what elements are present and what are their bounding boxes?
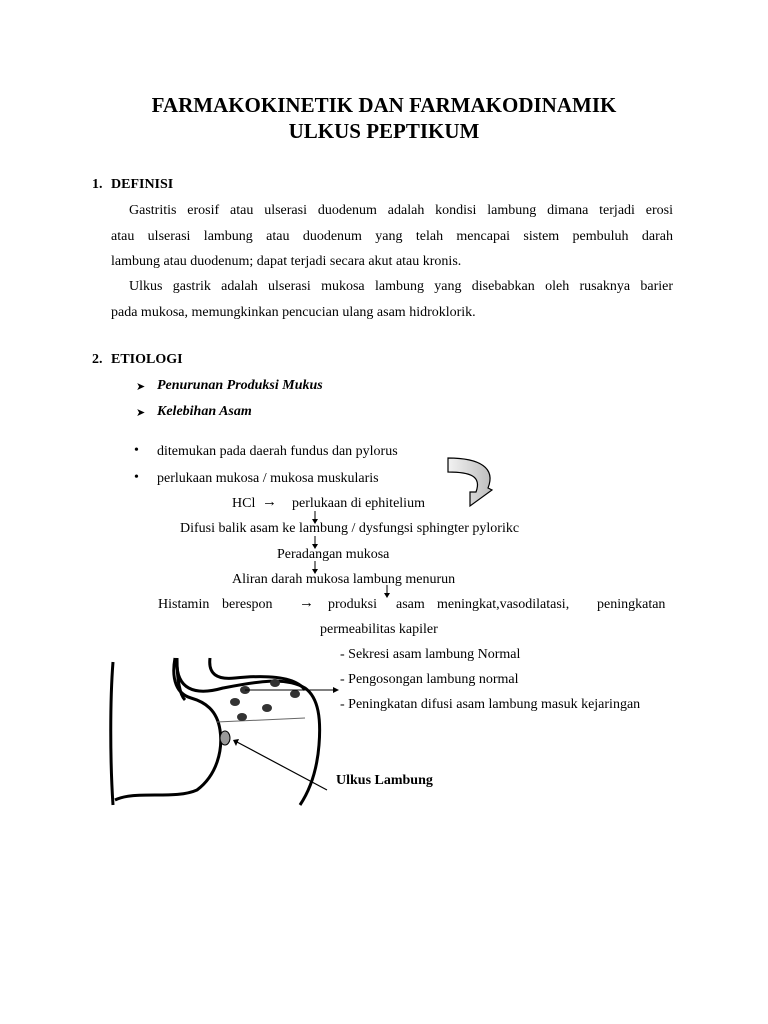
flow-peningkatan: peningkatan (597, 597, 666, 612)
stomach-diagram (105, 650, 345, 810)
flow-difusi: Difusi balik asam ke lambung / dysfungsi sphingter pylorikc (180, 521, 520, 536)
flow-hcl: HCl (232, 496, 256, 511)
flow-peradangan: Peradangan mukosa (277, 547, 390, 562)
arrow-bullet-icon: ➤ (136, 381, 146, 393)
bullet-dot-icon: • (134, 443, 139, 458)
flow-hcl-result: perlukaan di ephitelium (292, 496, 425, 511)
document-title-line1: FARMAKOKINETIK DAN FARMAKODINAMIK (151, 93, 617, 117)
section1-number: 1. (92, 177, 103, 192)
effect-item-3: - Peningkatan difusi asam lambung masuk kejaringan (340, 697, 641, 712)
definition-p1-line1: Gastritis erosif atau ulserasi duodenum adalah kondisi lambung dimana terjadi erosi (129, 203, 673, 218)
flow-berespon: berespon (222, 597, 273, 612)
curved-arrow-icon (440, 454, 500, 514)
etiology-item-2: Kelebihan Asam (157, 404, 252, 419)
bullet-dot-icon: • (134, 470, 139, 485)
section1-heading: DEFINISI (111, 177, 174, 192)
flow-histamin: Histamin (158, 597, 210, 612)
effect-item-2: - Pengosongan lambung normal (340, 672, 519, 687)
etiology-item-1: Penurunan Produksi Mukus (157, 378, 323, 393)
effect-item-1: - Sekresi asam lambung Normal (340, 647, 521, 662)
flow-produksi: produksi (328, 597, 377, 612)
definition-p2-line2: pada mukosa, memungkinkan pencucian ulang asam hidroklorik. (111, 304, 476, 320)
definition-p2-line1: Ulkus gastrik adalah ulserasi mukosa lambung yang disebabkan oleh rusaknya barier (129, 279, 673, 294)
bullet-item-1: ditemukan pada daerah fundus dan pylorus (157, 444, 398, 459)
section2-heading: ETIOLOGI (111, 352, 183, 367)
definition-paragraph-2 (111, 274, 673, 325)
flow-asam: asam (396, 597, 425, 612)
right-arrow-icon: → (299, 595, 314, 611)
arrow-bullet-icon: ➤ (136, 407, 146, 419)
definition-paragraph-1 (111, 198, 673, 275)
section2-number: 2. (92, 352, 103, 367)
document-title-line2: ULKUS PEPTIKUM (288, 119, 480, 143)
right-arrow-icon: → (262, 494, 277, 510)
down-arrow-icon (382, 585, 392, 599)
definition-p1-line2: atau ulserasi lambung atau duodenum yang telah mencapai sistem pembuluh darah (111, 228, 673, 244)
flow-meningkat: meningkat,vasodilatasi, (437, 597, 570, 612)
diagram-label-ulkus: Ulkus Lambung (336, 773, 433, 788)
flow-aliran: Aliran darah mukosa lambung menurun (232, 572, 456, 587)
bullet-item-2: perlukaan mukosa / mukosa muskularis (157, 471, 379, 486)
flow-permeabilitas: permeabilitas kapiler (320, 622, 438, 637)
definition-p1-line3: lambung atau duodenum; dapat terjadi secara akut atau kronis. (111, 254, 462, 269)
